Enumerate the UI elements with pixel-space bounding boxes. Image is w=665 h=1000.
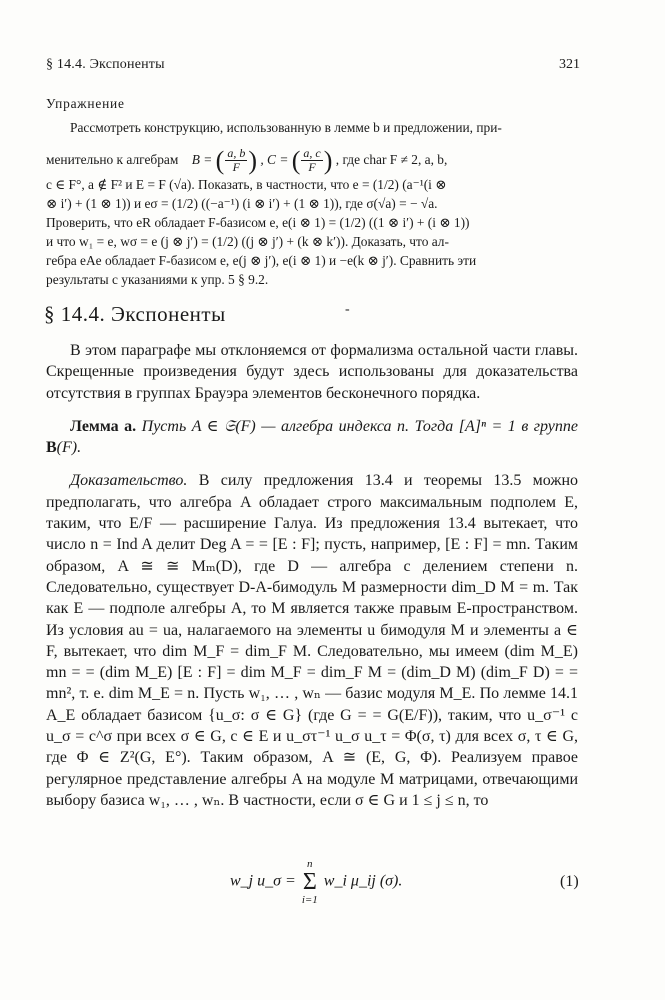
algebra-b-label: B =	[191, 152, 213, 167]
exercise-line-7: гебра eAe обладает F-базисом e, e(j ⊗ j′), e(i ⊗ 1) и −e(k ⊗ j′). Сравнить эти	[46, 253, 477, 268]
fraction-ab-over-f	[225, 147, 247, 174]
exercise-line-5: Проверить, что eR обладает F-базисом e, e(i ⊗ 1) = (1/2) ((1 ⊗ i′) + (i ⊗ 1))	[46, 215, 470, 230]
page-number: 321	[559, 57, 580, 72]
equation-lhs: w_j u_σ =	[230, 872, 296, 890]
sum-lower-limit: i=1	[301, 894, 318, 906]
exercise-line-2-tail: , где char F ≠ 2, a, b,	[335, 152, 448, 167]
exercise-line-6: и что w₁ = e, wσ = e (j ⊗ j′) = (1/2) ((j ⊗ j′) + (k ⊗ k′)). Доказать, что ал-	[46, 234, 449, 249]
exercise-line-2	[46, 145, 576, 175]
algebra-c-label: , C =	[260, 152, 289, 167]
summation	[302, 858, 318, 906]
stray-mark: -	[345, 302, 350, 317]
sum-sign: Σ	[302, 869, 317, 895]
proof-paragraph	[46, 470, 578, 811]
exercise-line-4: ⊗ i′) + (1 ⊗ 1)) и eσ = (1/2) ((−a⁻¹) (i ⊗ i′) + (1 ⊗ 1)), где σ(√a) = − √a.	[46, 196, 438, 211]
paren-close: )	[248, 145, 257, 175]
brauer-group-arg: (F).	[56, 439, 82, 457]
equation-1	[230, 858, 402, 906]
equation-number: (1)	[560, 873, 579, 890]
main-text	[46, 340, 578, 811]
paren-close: )	[323, 145, 333, 175]
exercise-body	[46, 118, 576, 289]
intro-paragraph: В этом параграфе мы отклоняемся от формализма остальной части главы. Скрещенные произведения будут здесь использованы для доказательства отсутствия в группах Брауэра элементов бесконечного порядка.	[46, 342, 578, 402]
fraction-denominator: F	[232, 160, 240, 175]
equation-rhs: w_i μ_ij (σ).	[323, 872, 403, 890]
running-header: § 14.4. Экспоненты	[46, 57, 165, 72]
sum-upper-limit: n	[307, 858, 313, 870]
exercise-line-2-text: менительно к алгебрам	[46, 152, 179, 167]
brauer-group-symbol: B	[46, 439, 57, 457]
section-heading: § 14.4. Экспоненты	[44, 302, 226, 326]
fraction-ac-over-f	[301, 147, 322, 174]
exercise-line-1: Рассмотреть конструкцию, использованную в лемме b и предложении, при-	[70, 120, 502, 135]
exercise-title: Упражнение	[46, 96, 125, 111]
exercise-line-8: результаты с указаниями к упр. 5 § 9.2.	[46, 272, 269, 287]
paren-open: (	[291, 145, 301, 175]
lemma-label: Лемма a.	[70, 417, 137, 435]
lemma-statement: Пусть A ∈ 𝔖(F) — алгебра индекса n. Тогда [A]ⁿ = 1 в группе	[141, 417, 579, 435]
paren-open: (	[215, 145, 225, 175]
proof-label: Доказательство.	[70, 472, 188, 490]
lemma-paragraph	[46, 416, 578, 459]
fraction-denominator: F	[308, 160, 316, 175]
exercise-line-3: c ∈ F°, a ∉ F² и E = F (√a). Показать, в частности, что e = (1/2) (a⁻¹(i ⊗	[46, 177, 447, 192]
fraction-numerator: a, c	[303, 146, 321, 161]
fraction-numerator: a, b	[227, 146, 246, 161]
proof-text: В силу предложения 13.4 и теоремы 13.5 можно предполагать, что алгебра A обладает строго максимальным подполем E, таким, что E/F — расширение Галуа. Из предложения 13.4 вытекает, что число n = Ind A делит Deg A = = [E : F]; пусть, например, [E : F] = mn. Таким образом, A ≅ ≅ Mₘ(D), где D — алгебра с делением степени n. Следовательно, существует D-A-бимодуль M размерности dim_D M = m. Так как E — подполе алгебры A, то M является также правым E-пространством. Из условия au = ua, налагаемого на элементы u бимодуля M и элементы a ∈ F, вытекает, что dim M_F = dim_F M. Следовательно, мы имеем (dim M_E) mn = = (dim M_E) [E : F] = dim M_F = dim_F M = (dim_D M) (dim_F D) = = mn², т. е. dim M_E = n. Пусть w₁, … , wₙ — базис модуля M_E. По лемме 14.1 A_E обладает базисом {u_σ: σ ∈ G} (где G = = G(E/F)), таким, что u_σ⁻¹ c u_σ = c^σ при всех σ ∈ G, c ∈ E и u_στ⁻¹ u_σ u_τ = Φ(σ, τ) для всех σ, τ ∈ G, где Φ ∈ Z²(G, E°). Таким образом, A ≅ (E, G, Φ). Реализуем правое регулярное представление алгебры A на модуле M матрицами, отвечающими выбору базиса w₁, … , wₙ. В частности, если σ ∈ G и 1 ≤ j ≤ n, то	[46, 472, 579, 809]
